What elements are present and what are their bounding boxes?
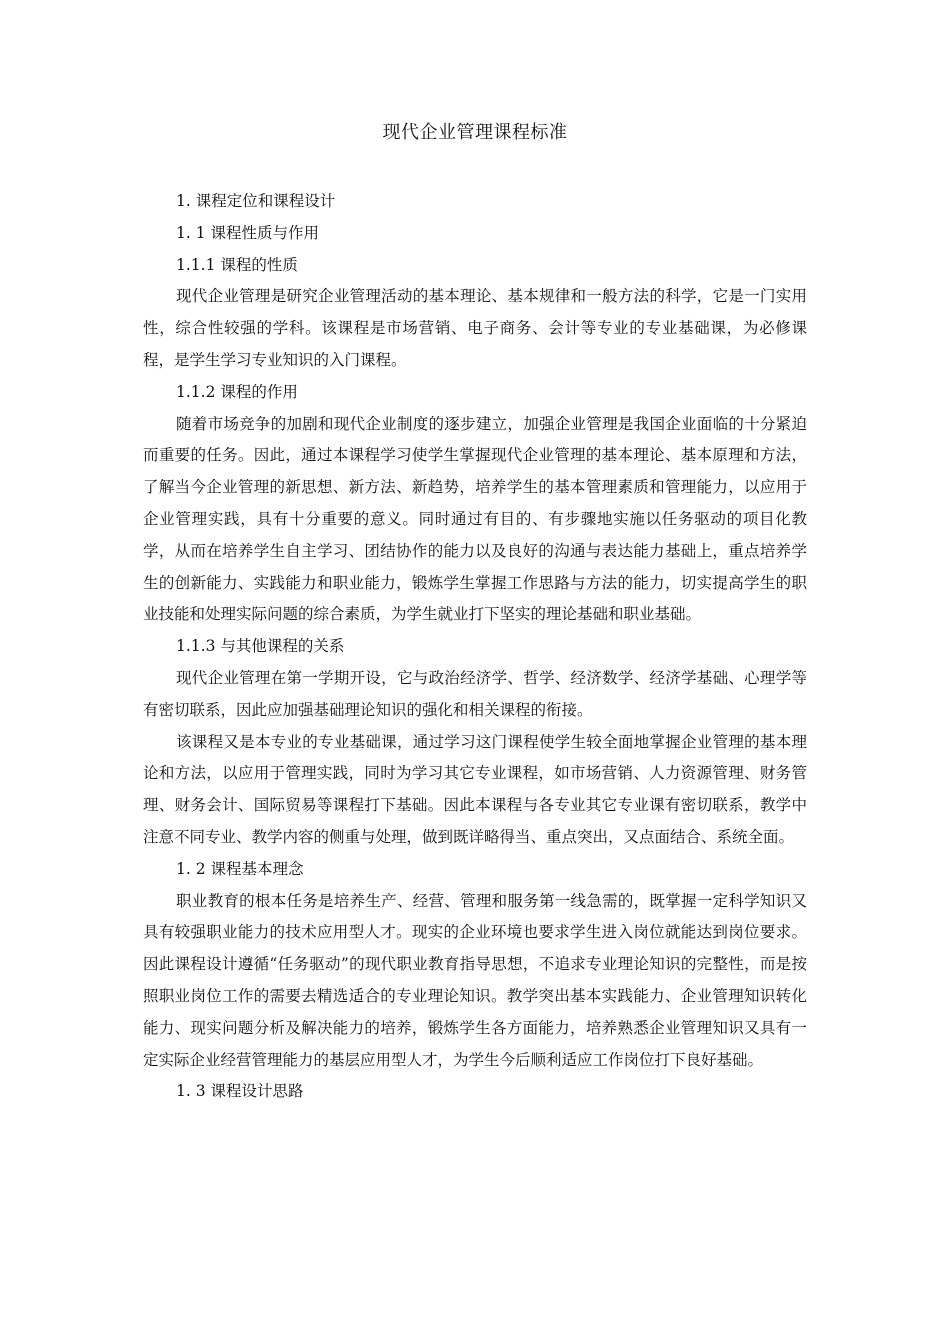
section-heading-1-1-3: 1.1.3 与其他课程的关系 [176,637,345,656]
paragraph-basic-concept: 职业教育的根本任务是培养生产、经营、管理和服务第一线急需的，既掌握一定科学知识又具有较强职业能力的技术应用型人才。现实的企业环境也要求学生进入岗位就能达到岗位要求。因此课程设计遵循“任务驱动”的现代职业教育指导思想，不追求专业理论知识的完整性，而是按照职业岗位工作的需要去精选适合的专业理论知识。教学突出基本实践能力、企业管理知识转化能力、现实问题分析及解决能力的培养，锻炼学生各方面能力，培养熟悉企业管理知识又具有一定实际企业经营管理能力的基层应用型人才，为学生今后顺利适应工作岗位打下良好基础。 [143,891,807,1069]
paragraph-course-nature: 现代企业管理是研究企业管理活动的基本理论、基本规律和一般方法的科学，它是一门实用性，综合性较强的学科。该课程是市场营销、电子商务、会计等专业的专业基础课，为必修课程，是学生学习专业知识的入门课程。 [143,287,807,369]
document-title: 现代企业管理课程标准 [382,122,568,143]
paragraph-course-role: 随着市场竞争的加剧和现代企业制度的逐步建立，加强企业管理是我国企业面临的十分紧迫而重要的任务。因此，通过本课程学习使学生掌握现代企业管理的基本理论、基本原理和方法，了解当今企业管理的新思想、新方法、新趋势，培养学生的基本管理素质和管理能力，以应用于企业管理实践，具有十分重要的意义。同时通过有目的、有步骤地实施以任务驱动的项目化教学，从而在培养学生自主学习、团结协作的能力以及良好的沟通与表达能力基础上，重点培养学生的创新能力、实践能力和职业能力，锻炼学生掌握工作思路与方法的能力，切实提高学生的职业技能和处理实际问题的综合素质，为学生就业打下坚实的理论基础和职业基础。 [143,414,807,624]
document-body [143,186,807,1108]
section-heading-1-2: 1. 2 课程基本理念 [176,859,304,878]
section-heading-1-1: 1. 1 课程性质与作用 [176,223,320,242]
section-heading-1-1-1: 1.1.1 课程的性质 [176,255,298,274]
paragraph-course-relations-1: 现代企业管理在第一学期开设，它与政治经济学、哲学、经济数学、经济学基础、心理学等有密切联系，因此应加强基础理论知识的强化和相关课程的衔接。 [143,668,807,719]
section-heading-1: 1. 课程定位和课程设计 [176,192,336,210]
section-heading-1-1-2: 1.1.2 课程的作用 [176,382,298,401]
section-heading-1-3: 1. 3 课程设计思路 [176,1082,304,1101]
paragraph-course-relations-2: 该课程又是本专业的专业基础课，通过学习这门课程使学生较全面地掌握企业管理的基本理论和方法，以应用于管理实践，同时为学习其它专业课程，如市场营销、人力资源管理、财务管理、财务会计、国际贸易等课程打下基础。因此本课程与各专业其它专业课有密切联系，教学中注意不同专业、教学内容的侧重与处理，做到既详略得当、重点突出，又点面结合、系统全面。 [143,732,807,846]
